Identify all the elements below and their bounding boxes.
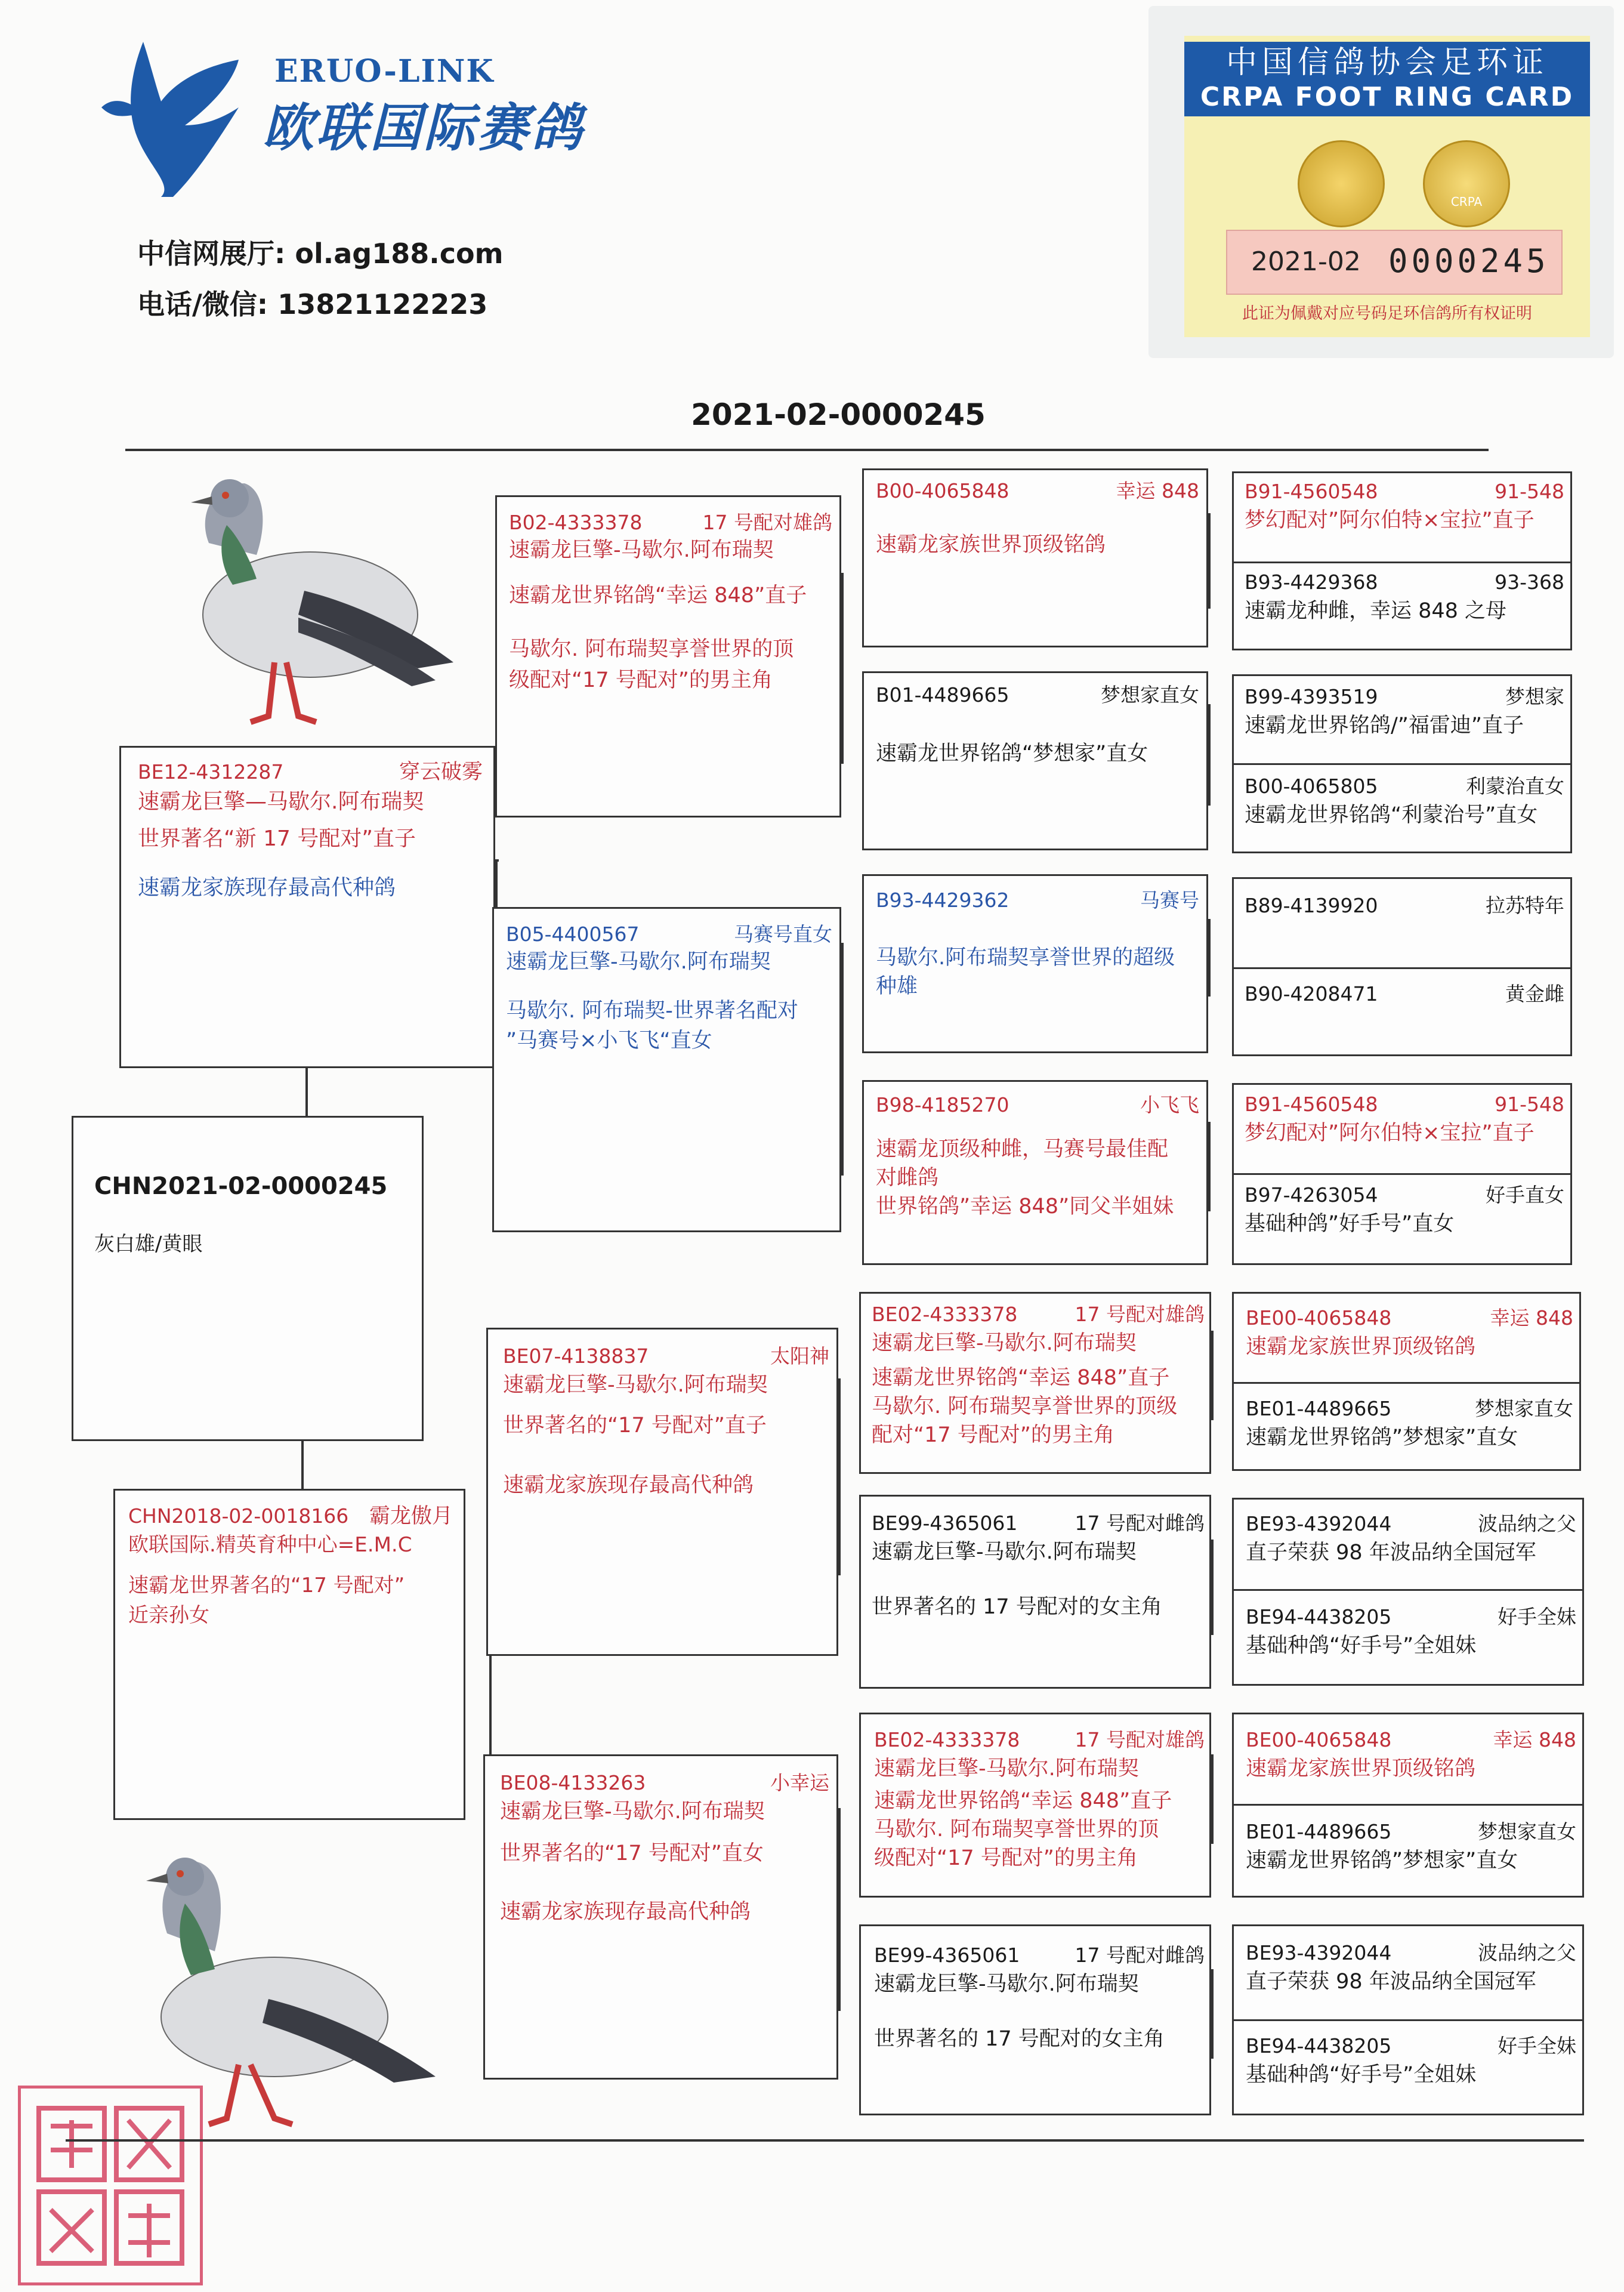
gen4-11-ring: BE93-4392044 [1246,1512,1392,1535]
divider [1234,763,1570,765]
gen3-7-name: 17 号配对雄鸽 [1075,1728,1205,1751]
brand-cn: 欧联国际赛鸽 [263,98,585,158]
gen4-9-name: 幸运 848 [1490,1306,1573,1329]
gen4-12-line1: 基础种鸽“好手号”全姐妹 [1246,1634,1477,1658]
gen4-pair-6 [1232,1498,1584,1686]
gen4-14-name: 梦想家直女 [1478,1820,1576,1843]
gen3-box-8 [859,1924,1211,2115]
contact-site: 中信网展厅: ol.ag188.com [137,237,504,270]
sire-line1: 速霸龙巨擎—马歇尔.阿布瑞契 [138,789,424,814]
ring-card-title-cn: 中国信鸽协会足环证 [1225,45,1548,81]
connector [495,859,499,862]
gen3-3-ring: B93-4429362 [876,889,1009,912]
gen4-2-ring: B93-4429368 [1245,570,1378,594]
gen3-3-line1: 马歇尔.阿布瑞契享誉世界的超级 [876,946,1175,970]
ring-card-header [1184,42,1590,116]
gen3-8-line1: 速霸龙巨擎-马歇尔.阿布瑞契 [874,1972,1139,1996]
gen4-10-line1: 速霸龙世界铭鸽”梦想家”直女 [1246,1426,1518,1449]
subject-box [72,1116,424,1441]
ss-line1: 速霸龙巨擎-马歇尔.阿布瑞契 [509,538,774,562]
ds-line1: 速霸龙巨擎-马歇尔.阿布瑞契 [503,1373,768,1397]
gen3-6-line2: 世界著名的 17 号配对的女主角 [872,1595,1162,1619]
ring-card-year: 2021-02 [1251,246,1361,277]
gen4-pair-2 [1232,674,1572,853]
brand-logo [89,36,245,197]
ds-line3: 速霸龙家族现存最高代种鸽 [503,1473,754,1497]
gen4-4-name: 利蒙治直女 [1466,775,1564,798]
dd-line1: 速霸龙巨擎-马歇尔.阿布瑞契 [500,1800,765,1824]
dd-line3: 速霸龙家族现存最高代种鸽 [500,1900,751,1924]
connector [841,943,844,1176]
connector [1208,513,1211,609]
gen4-pair-4 [1232,1083,1572,1265]
gen4-3-ring: B99-4393519 [1245,685,1378,708]
ring-card [1148,6,1614,358]
gen3-box-2 [862,671,1208,850]
dam-box [113,1489,465,1820]
gen4-16-name: 好手全妹 [1498,2034,1576,2057]
gen4-1-line1: 梦幻配对”阿尔伯特×宝拉”直子 [1245,508,1535,532]
gen4-16-line1: 基础种鸽“好手号”全姐妹 [1246,2063,1477,2087]
dam-sire-box [486,1328,838,1656]
ss-ring: B02-4333378 [509,511,643,534]
gen4-5-ring: B89-4139920 [1245,894,1378,917]
sire-sire-box [495,495,841,818]
gen4-2-line1: 速霸龙种雌，幸运 848 之母 [1245,599,1507,623]
gen3-7-line4: 级配对“17 号配对”的男主角 [874,1846,1138,1870]
gen4-8-ring: B97-4263054 [1245,1183,1378,1207]
gen3-1-line1: 速霸龙家族世界顶级铭鸽 [876,533,1106,557]
gen3-6-name: 17 号配对雌鸽 [1075,1511,1205,1535]
gen4-15-name: 波品纳之父 [1478,1941,1576,1964]
gen4-pair-3 [1232,877,1572,1056]
gen3-2-name: 梦想家直女 [1101,683,1199,707]
sd-ring: B05-4400567 [506,923,640,946]
gen3-4-ring: B98-4185270 [876,1093,1009,1116]
gen3-box-3 [862,874,1208,1053]
gen3-4-name: 小飞飞 [1140,1093,1199,1116]
dd-line2: 世界著名的“17 号配对”直女 [500,1841,764,1865]
gen3-4-line3: 世界铭鸽”幸运 848”同父半姐妹 [876,1195,1174,1219]
sd-line1: 速霸龙巨擎-马歇尔.阿布瑞契 [506,950,771,974]
sire-box [119,746,495,1068]
sire-line3: 速霸龙家族现存最高代种鸽 [138,875,396,900]
sd-line2: 马歇尔. 阿布瑞契-世界著名配对 [506,999,798,1023]
divider [1234,562,1570,563]
dd-name: 小幸运 [770,1771,829,1794]
gen3-3-line2: 种雄 [876,974,918,998]
gen4-3-line1: 速霸龙世界铭鸽/”福雷迪”直子 [1245,714,1524,738]
gen4-14-ring: BE01-4489665 [1246,1820,1392,1843]
connector [841,573,844,764]
pedigree-title: 2021-02-0000245 [691,397,986,432]
ring-card-face [1184,36,1590,337]
gen4-4-line1: 速霸龙世界铭鸽“利蒙治号”直女 [1245,803,1538,827]
gen3-6-ring: BE99-4365061 [872,1511,1018,1535]
gen4-2-name: 93-368 [1495,570,1564,594]
gen4-8-line1: 基础种鸽”好手号”直女 [1245,1212,1455,1236]
divider [1234,1589,1582,1591]
connector [838,1378,841,1575]
ring-card-number: 0000245 [1388,242,1549,280]
gen3-5-line2: 速霸龙世界铭鸽“幸运 848”直子 [872,1366,1170,1390]
gen4-9-line1: 速霸龙家族世界顶级铭鸽 [1246,1335,1476,1359]
sire-dam-box [492,907,841,1232]
gen3-1-ring: B00-4065848 [876,479,1009,502]
brand-en: ERUO-LINK [274,53,495,90]
dam-ring: CHN2018-02-0018166 [128,1504,349,1528]
ds-name: 太阳神 [770,1344,829,1368]
connector [838,1808,841,2011]
divider [1234,2019,1582,2021]
ds-line2: 世界著名的“17 号配对”直子 [503,1414,767,1437]
gen3-5-name: 17 号配对雄鸽 [1075,1303,1205,1326]
gen3-box-5 [859,1292,1211,1474]
ss-name: 17 号配对雄鸽 [702,511,832,534]
gen3-8-name: 17 号配对雌鸽 [1075,1944,1205,1967]
gen3-box-4 [862,1080,1208,1265]
subject-ring: CHN2021-02-0000245 [94,1173,388,1200]
gen3-8-ring: BE99-4365061 [874,1944,1020,1967]
pigeon-photo-top [155,454,465,740]
gen3-4-line2: 对雌鸽 [876,1166,939,1190]
gen3-2-ring: B01-4489665 [876,683,1009,707]
sd-name: 马赛号直女 [734,923,832,946]
gen4-13-name: 幸运 848 [1493,1728,1576,1751]
title-rule [125,449,1489,451]
gen4-7-line1: 梦幻配对”阿尔伯特×宝拉”直子 [1245,1121,1535,1145]
gen3-box-6 [859,1495,1211,1689]
red-seal-stamp [18,2086,203,2285]
connector [1208,919,1211,997]
gen4-10-name: 梦想家直女 [1475,1397,1573,1420]
ring-card-title-en: CRPA FOOT RING CARD [1200,82,1574,112]
gen3-6-line1: 速霸龙巨擎-马歇尔.阿布瑞契 [872,1540,1137,1564]
connector [1211,1540,1214,1635]
gen3-3-name: 马赛号 [1140,889,1199,912]
bottom-rule [66,2139,1584,2142]
gen4-13-line1: 速霸龙家族世界顶级铭鸽 [1246,1757,1476,1781]
gen4-pair-1 [1232,471,1572,650]
gen3-7-line3: 马歇尔. 阿布瑞契享誉世界的顶 [874,1818,1159,1841]
connector [1211,1331,1214,1420]
gen3-4-line1: 速霸龙顶级种雌，马赛号最佳配 [876,1137,1169,1161]
crpa-seal-text: CRPA [1450,195,1483,209]
connector [1211,1969,1214,2059]
gen4-15-line1: 直子荣获 98 年波品纳全国冠军 [1246,1970,1536,1994]
ring-card-note: 此证为佩戴对应号码足环信鸽所有权证明 [1242,304,1532,323]
gen4-6-ring: B90-4208471 [1245,982,1378,1005]
gen4-5-name: 拉苏特年 [1486,894,1564,917]
connector [1208,1122,1211,1211]
divider [1234,1804,1582,1806]
gen4-3-name: 梦想家 [1505,685,1564,708]
ds-ring: BE07-4138837 [503,1344,649,1368]
dam-line1: 欧联国际.精英育种中心=E.M.C [128,1533,412,1557]
gen4-10-ring: BE01-4489665 [1246,1397,1392,1420]
gen4-7-ring: B91-4560548 [1245,1093,1378,1116]
crpa-seal-icon [1423,140,1510,227]
gen4-11-name: 波品纳之父 [1478,1512,1576,1535]
subject-desc: 灰白雄/黄眼 [94,1232,203,1256]
dam-name: 霸龙傲月 [369,1504,453,1528]
ss-line3: 马歇尔. 阿布瑞契享誉世界的顶 [509,637,794,661]
gen4-16-ring: BE94-4438205 [1246,2034,1392,2057]
gen4-11-line1: 直子荣获 98 年波品纳全国冠军 [1246,1541,1536,1565]
gen4-12-ring: BE94-4438205 [1246,1605,1392,1628]
connector [1211,1754,1214,1844]
sire-name: 穿云破雾 [399,760,483,784]
dd-ring: BE08-4133263 [500,1771,646,1794]
sire-ring: BE12-4312287 [138,760,284,783]
ring-number-panel [1226,230,1563,295]
gen3-5-line1: 速霸龙巨擎-马歇尔.阿布瑞契 [872,1331,1137,1355]
gen3-box-7 [859,1713,1211,1898]
connector [301,1441,304,1489]
gen4-15-ring: BE93-4392044 [1246,1941,1392,1964]
sire-line2: 世界著名“新 17 号配对”直子 [138,826,416,851]
gen4-4-ring: B00-4065805 [1245,775,1378,798]
gen4-1-name: 91-548 [1495,480,1564,503]
connector [305,1068,308,1116]
dam-dam-box [483,1754,838,2080]
gen4-pair-7 [1232,1713,1584,1898]
gen3-8-line2: 世界著名的 17 号配对的女主角 [874,2027,1165,2051]
gen4-8-name: 好手直女 [1486,1183,1564,1207]
gen4-12-name: 好手全妹 [1498,1605,1576,1628]
gen4-6-name: 黄金雌 [1505,982,1564,1005]
gen4-pair-8 [1232,1924,1584,2115]
dam-line2: 速霸龙世界著名的“17 号配对” [128,1574,405,1597]
gen3-2-line1: 速霸龙世界铭鸽“梦想家”直女 [876,742,1148,766]
divider [1234,1173,1570,1175]
sd-line3: ”马赛号×小飞飞“直女 [506,1029,712,1053]
gen4-13-ring: BE00-4065848 [1246,1728,1392,1751]
gen3-1-name: 幸运 848 [1116,479,1199,502]
divider [1234,967,1570,969]
gen4-pair-5 [1232,1292,1581,1471]
connector [1208,704,1211,806]
divider [1234,1382,1579,1384]
gen4-9-ring: BE00-4065848 [1246,1306,1392,1329]
gen3-5-line4: 配对“17 号配对”的男主角 [872,1423,1114,1447]
gen3-5-ring: BE02-4333378 [872,1303,1018,1326]
globe-emblem-icon [1298,140,1385,227]
gen3-5-line3: 马歇尔. 阿布瑞契享誉世界的顶级 [872,1395,1178,1418]
gen3-7-line2: 速霸龙世界铭鸽“幸运 848”直子 [874,1789,1172,1813]
gen4-1-ring: B91-4560548 [1245,480,1378,503]
gen4-14-line1: 速霸龙世界铭鸽”梦想家”直女 [1246,1849,1518,1873]
gen3-7-ring: BE02-4333378 [874,1728,1020,1751]
gen3-box-1 [862,468,1208,647]
ss-line4: 级配对“17 号配对”的男主角 [509,668,773,692]
ss-line2: 速霸龙世界铭鸽“幸运 848”直子 [509,584,807,607]
gen3-7-line1: 速霸龙巨擎-马歇尔.阿布瑞契 [874,1757,1139,1781]
gen4-7-name: 91-548 [1495,1093,1564,1116]
dam-line3: 近亲孙女 [128,1603,209,1627]
contact-phone: 电话/微信: 13821122223 [137,288,488,320]
